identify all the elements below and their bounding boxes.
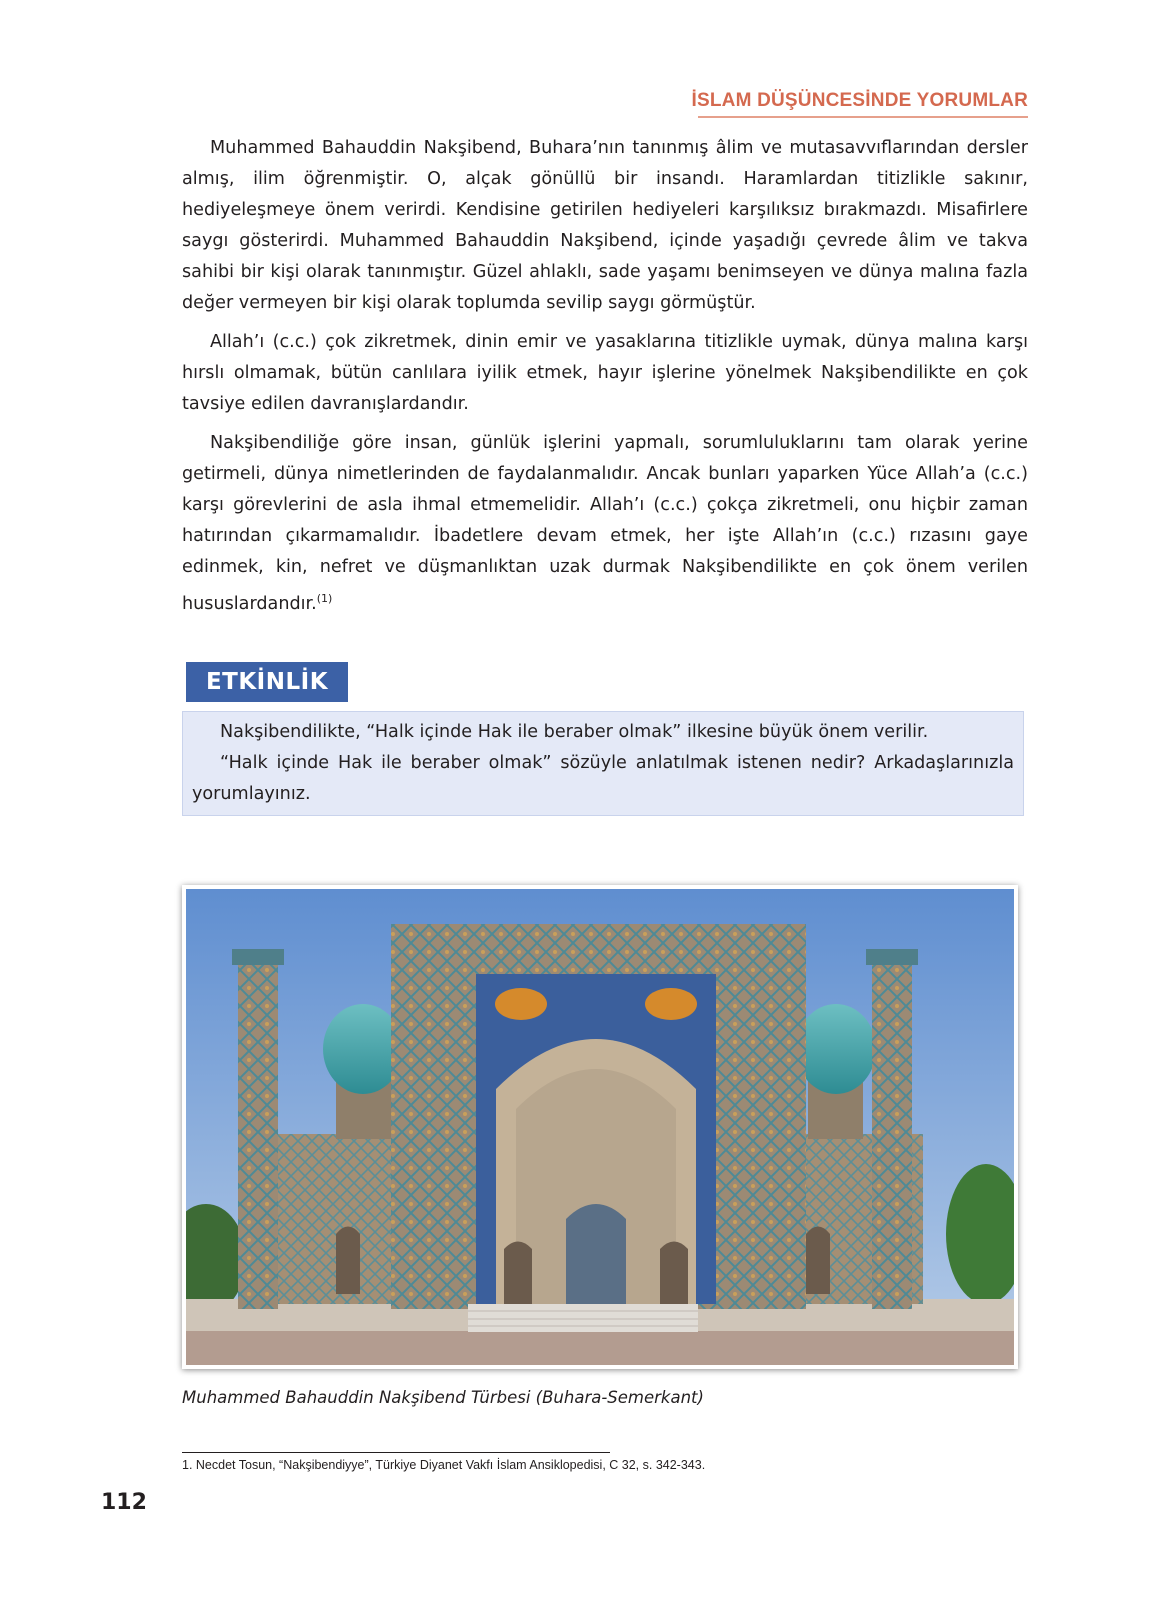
body-text [182, 133, 1028, 628]
paragraph-1: Muhammed Bahauddin Nakşibend, Buhara’nın tanınmış âlim ve mutasavvıflarından dersler almış, ilim öğrenmiştir. O, alçak gönüllü bir insandı. Haramlardan titizlikle sakınır, hediyeleşmeye önem verirdi. Kendisine getirilen hediyeleri karşılıksız bırakmazdı. Misafirlere saygı gösterirdi. Muhammed Bahauddin Nakşibend, içinde yaşadığı çevrede âlim ve takva sahibi bir kişi olarak tanınmıştır. Güzel ahlaklı, sade yaşamı benimseyen ve dünya malına fazla değer vermeyen bir kişi olarak toplumda sevilip saygı görmüştür. [182, 138, 1028, 313]
activity-label: ETKİNLİK [186, 662, 348, 702]
footnote-divider [182, 1452, 610, 1453]
paragraph-3-text: Nakşibendiliğe göre insan, günlük işlerini yapmalı, sorumluluklarını tam olarak yerine getirmeli, dünya nimetlerinden de faydalanmalıdır. Ancak bunları yaparken Yüce Allah’a (c.c.) karşı görevlerini de asla ihmal etmemelidir. Allah’ı (c.c.) çokça zikretmeli, onu hiçbir zaman hatırından çıkarmamalıdır. İbadetlere devam etmek, her işte Allah’ın (c.c.) rızasını gaye edinmek, kin, nefret ve düşmanlıktan uzak durmak Nakşibendilikte en çok önem verilen hususlardandır. [182, 433, 1028, 614]
figure-caption: Muhammed Bahauddin Nakşibend Türbesi (Buhara-Semerkant) [182, 1388, 704, 1407]
paragraph-3 [182, 428, 1028, 620]
page-number: 112 [101, 1490, 147, 1515]
activity-line-2: “Halk içinde Hak ile beraber olmak” sözüyle anlatılmak istenen nedir? Arkadaşlarınızla yorumlayınız. [192, 753, 1014, 804]
photo-frame [182, 885, 1018, 1369]
footnote-reference: (1) [316, 592, 333, 605]
paragraph-2: Allah’ı (c.c.) çok zikretmek, dinin emir ve yasaklarına titizlikle uymak, dünya malına karşı hırslı olmamak, bütün canlılara iyilik etmek, hayır işlerine yönelmek Nakşibendilikte en çok tavsiye edilen davranışlardandır. [182, 332, 1028, 414]
header-underline [698, 116, 1028, 118]
footnote-text: 1. Necdet Tosun, “Nakşibendiyye”, Türkiye Diyanet Vakfı İslam Ansiklopedisi, C 32, s. 342-343. [182, 1458, 706, 1472]
activity-line-1: Nakşibendilikte, “Halk içinde Hak ile beraber olmak” ilkesine büyük önem verilir. [220, 722, 929, 742]
activity-box [182, 711, 1024, 816]
chapter-header: İSLAM DÜŞÜNCESİNDE YORUMLAR [691, 90, 1028, 111]
madrasa-photo [186, 889, 1014, 1365]
